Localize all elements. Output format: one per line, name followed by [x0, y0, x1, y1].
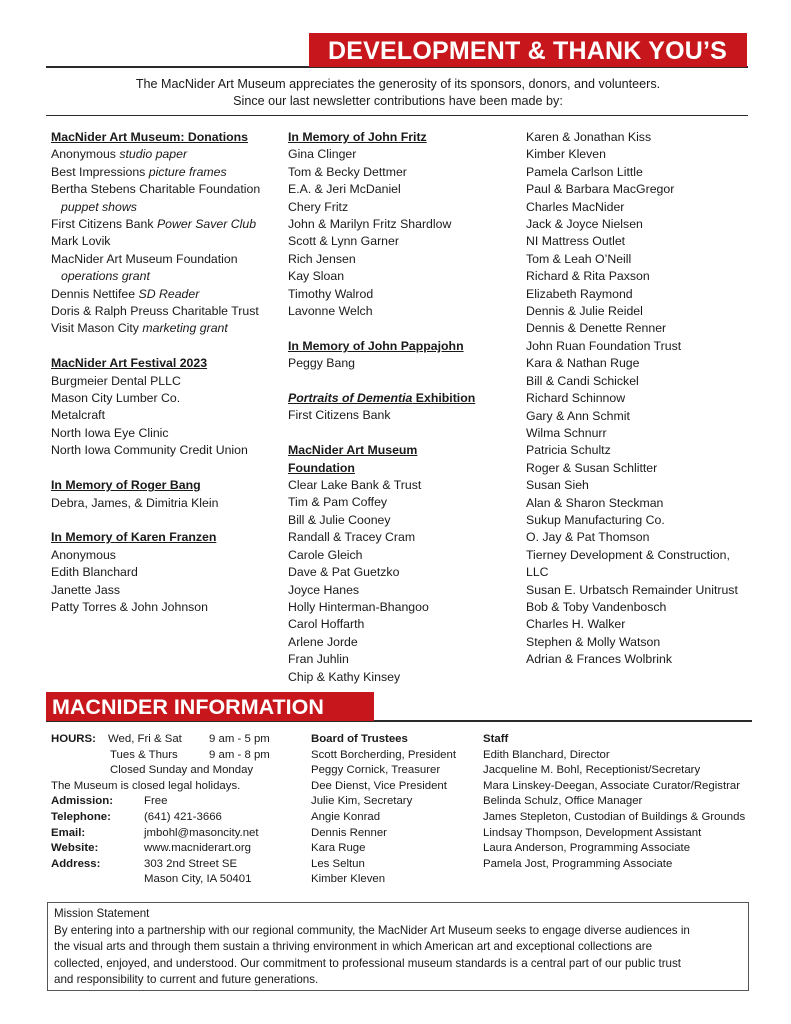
donor-note: puppet shows: [61, 199, 137, 214]
intro-line-2: Since our last newsletter contributions have been made by:: [233, 94, 563, 108]
donor-entry: Susan Sieh: [526, 478, 589, 493]
donor-entry: Dennis & Denette Renner: [526, 321, 667, 336]
donor-entry: Patricia Schultz: [526, 443, 611, 458]
email-label: Email:: [51, 826, 86, 839]
donor-entry: Kara & Nathan Ruge: [526, 356, 640, 371]
donor-entry: MacNider Art Museum Foundation: [51, 251, 238, 266]
donor-entry: Richard & Rita Paxson: [526, 269, 650, 284]
staff-member: Belinda Schulz, Office Manager: [483, 795, 643, 808]
donor-entry: Dave & Pat Guetzko: [288, 565, 400, 580]
intro-line-1: The MacNider Art Museum appreciates the generosity of its sponsors, donors, and volunteers.: [135, 77, 661, 91]
donor-entry: Chip & Kathy Kinsey: [288, 669, 401, 684]
donor-entry: Debra, James, & Dimitria Klein: [51, 495, 219, 510]
donor-entry: NI Mattress Outlet: [526, 234, 626, 249]
intro-text: [48, 76, 748, 110]
donor-entry: Peggy Bang: [288, 356, 356, 371]
donor-entry: Karen & Jonathan Kiss: [526, 130, 652, 144]
donor-entry: Lavonne Welch: [288, 304, 373, 319]
staff-member: Mara Linskey-Deegan, Associate Curator/Registrar: [483, 779, 741, 792]
board-member: Peggy Cornick, Treasurer: [311, 764, 441, 777]
section-heading: In Memory of John Fritz: [288, 130, 427, 144]
staff-member: Lindsay Thompson, Development Assistant: [483, 826, 702, 839]
admission-value: Free: [144, 795, 168, 808]
donor-entry: Elizabeth Raymond: [526, 286, 633, 301]
hours-label: HOURS:: [51, 733, 96, 745]
donor-entry: Chery Fritz: [288, 199, 349, 214]
donor-entry: Joyce Hanes: [288, 582, 360, 597]
donor-entry: Bertha Stebens Charitable Foundation: [51, 182, 261, 197]
hours-time-2: 9 am - 8 pm: [209, 748, 270, 761]
donor-entry: Richard Schinnow: [526, 391, 626, 406]
section-heading: In Memory of John Pappajohn: [288, 338, 464, 353]
holidays-note: The Museum is closed legal holidays.: [51, 779, 241, 792]
donor-entry: Charles H. Walker: [526, 617, 626, 632]
email-value: jmbohl@masoncity.net: [144, 826, 259, 839]
board-member: Dennis Renner: [311, 826, 387, 839]
donor-entry: Stephen & Molly Watson: [526, 634, 661, 649]
address-line-1: 303 2nd Street SE: [144, 857, 238, 870]
donor-entry: Gary & Ann Schmit: [526, 408, 630, 423]
donor-entry: Tierney Development & Construction,: [526, 547, 730, 562]
staff-member: Pamela Jost, Programming Associate: [483, 857, 673, 870]
section-heading: MacNider Art Museum: [288, 443, 418, 458]
donor-entry: Mason City Lumber Co.: [51, 391, 181, 406]
section-heading: Portraits of Dementia Exhibition: [288, 391, 476, 406]
website-value: www.macniderart.org: [144, 842, 251, 855]
donor-entry: Carol Hoffarth: [288, 617, 365, 632]
donor-entry: Gina Clinger: [288, 147, 357, 162]
website-label: Website:: [51, 842, 99, 855]
page-title: DEVELOPMENT & THANK YOU’S: [328, 37, 728, 65]
staff-member: Edith Blanchard, Director: [483, 748, 610, 761]
board-member: Kara Ruge: [311, 842, 366, 855]
staff-member: Jacqueline M. Bohl, Receptionist/Secretary: [483, 764, 701, 777]
mission-title: Mission Statement: [54, 907, 150, 920]
hours-row-2: Tues & Thurs: [110, 748, 178, 761]
donor-entry: Adrian & Frances Wolbrink: [526, 652, 673, 667]
donor-entry: Carole Gleich: [288, 547, 363, 562]
mission-line: collected, enjoyed, and understood. Our commitment to professional museum standards is a central part of our public trust: [54, 956, 682, 970]
board-block: [311, 732, 476, 888]
donor-entry: Doris & Ralph Preuss Charitable Trust: [51, 304, 259, 319]
donor-entry: Charles MacNider: [526, 199, 625, 214]
board-member: Kimber Kleven: [311, 873, 386, 886]
donor-entry: Sukup Manufacturing Co.: [526, 512, 665, 527]
donor-entry: Arlene Jorde: [288, 634, 358, 649]
donor-note: operations grant: [61, 269, 150, 284]
donor-entry: North Iowa Community Credit Union: [51, 443, 248, 458]
donor-entry: Bill & Candi Schickel: [526, 373, 639, 388]
board-member: Scott Borcherding, President: [311, 748, 456, 761]
donor-entry: Tim & Pam Coffey: [288, 495, 388, 510]
donor-entry: Janette Jass: [51, 582, 121, 597]
donor-entry: Rich Jensen: [288, 251, 356, 266]
donor-entry: Anonymous studio paper: [51, 147, 188, 162]
donor-entry: Metalcraft: [51, 408, 105, 423]
donor-entry: John Ruan Foundation Trust: [526, 338, 682, 353]
section-heading: Foundation: [288, 460, 355, 475]
donor-entry: Clear Lake Bank & Trust: [288, 478, 422, 493]
address-line-2: Mason City, IA 50401: [144, 873, 252, 886]
donor-entry: O. Jay & Pat Thomson: [526, 530, 650, 545]
hours-row-1: Wed, Fri & Sat: [108, 733, 182, 745]
staff-member: Laura Anderson, Programming Associate: [483, 842, 691, 855]
donor-entry: Burgmeier Dental PLLC: [51, 373, 181, 388]
donor-entry: North Iowa Eye Clinic: [51, 425, 169, 440]
donor-entry: Dennis Nettifee SD Reader: [51, 286, 200, 301]
board-member: Angie Konrad: [311, 810, 381, 823]
hours-row-3: Closed Sunday and Monday: [110, 764, 254, 777]
donor-entry: First Citizens Bank Power Saver Club: [51, 217, 257, 232]
page-title-banner: [309, 33, 747, 67]
donor-entry: Patty Torres & John Johnson: [51, 599, 208, 614]
hours-time-1: 9 am - 5 pm: [209, 733, 270, 745]
section-heading: MacNider Art Museum: Donations: [51, 130, 248, 144]
telephone-value: (641) 421-3666: [144, 811, 222, 823]
donor-entry: E.A. & Jeri McDaniel: [288, 182, 401, 197]
donor-entry: Scott & Lynn Garner: [288, 234, 399, 249]
section-heading: MacNider Art Festival 2023: [51, 356, 208, 371]
board-member: Julie Kim, Secretary: [311, 795, 413, 808]
donor-column-2: [288, 129, 475, 686]
donor-entry: Bill & Julie Cooney: [288, 512, 391, 527]
info-title-banner: [46, 692, 374, 721]
donor-entry: Timothy Walrod: [288, 286, 374, 301]
staff-block: [483, 732, 753, 872]
board-heading: Board of Trustees: [311, 733, 408, 745]
board-member: Les Seltun: [311, 857, 365, 870]
donor-entry: Edith Blanchard: [51, 565, 138, 580]
donor-entry: LLC: [526, 565, 549, 580]
donor-entry: Randall & Tracey Cram: [288, 530, 416, 545]
donor-entry: John & Marilyn Fritz Shardlow: [288, 217, 452, 232]
telephone-label: Telephone:: [51, 811, 111, 823]
donor-entry: Best Impressions picture frames: [51, 164, 227, 179]
donor-entry: Mark Lovik: [51, 234, 111, 249]
donor-entry: Pamela Carlson Little: [526, 164, 643, 179]
address-label: Address:: [51, 857, 101, 870]
donor-entry: Holly Hinterman-Bhangoo: [288, 599, 429, 614]
donor-entry: Tom & Leah O’Neill: [526, 251, 632, 266]
mission-line: and responsibility to current and future generations.: [54, 973, 319, 987]
donor-entry: Jack & Joyce Nielsen: [526, 217, 643, 232]
mission-line: By entering into a partnership with our regional community, the MacNider Art Museum seeks to engage diverse audiences in: [54, 923, 690, 937]
donor-entry: Alan & Sharon Steckman: [526, 495, 664, 510]
donor-entry: Kimber Kleven: [526, 147, 606, 162]
donor-entry: Dennis & Julie Reidel: [526, 304, 643, 319]
info-title: MACNIDER INFORMATION: [52, 695, 324, 719]
staff-heading: Staff: [483, 733, 509, 745]
donor-entry: Visit Mason City marketing grant: [51, 321, 228, 336]
donor-entry: First Citizens Bank: [288, 408, 391, 423]
donor-column-3: [526, 129, 738, 669]
mission-line: the visual arts and through them sustain a thriving environment in which American art and exceptional collections are: [54, 940, 653, 954]
intro-rule: [46, 115, 748, 116]
admission-label: Admission:: [51, 795, 114, 808]
donor-entry: Bob & Toby Vandenbosch: [526, 599, 667, 614]
donor-entry: Wilma Schnurr: [526, 425, 607, 440]
mission-statement-box: [47, 902, 749, 991]
board-member: Dee Dienst, Vice President: [311, 779, 447, 792]
donor-entry: Paul & Barbara MacGregor: [526, 182, 675, 197]
donor-entry: Anonymous: [51, 547, 116, 562]
donor-entry: Susan E. Urbatsch Remainder Unitrust: [526, 582, 738, 597]
staff-member: James Stepleton, Custodian of Buildings & Grounds: [483, 810, 746, 823]
section-heading: In Memory of Karen Franzen: [51, 530, 217, 545]
donor-column-1: [51, 129, 260, 616]
donor-entry: Tom & Becky Dettmer: [288, 164, 407, 179]
section-heading: In Memory of Roger Bang: [51, 478, 201, 493]
donor-entry: Kay Sloan: [288, 269, 345, 284]
donor-entry: Fran Juhlin: [288, 652, 349, 667]
donor-entry: Roger & Susan Schlitter: [526, 460, 658, 475]
